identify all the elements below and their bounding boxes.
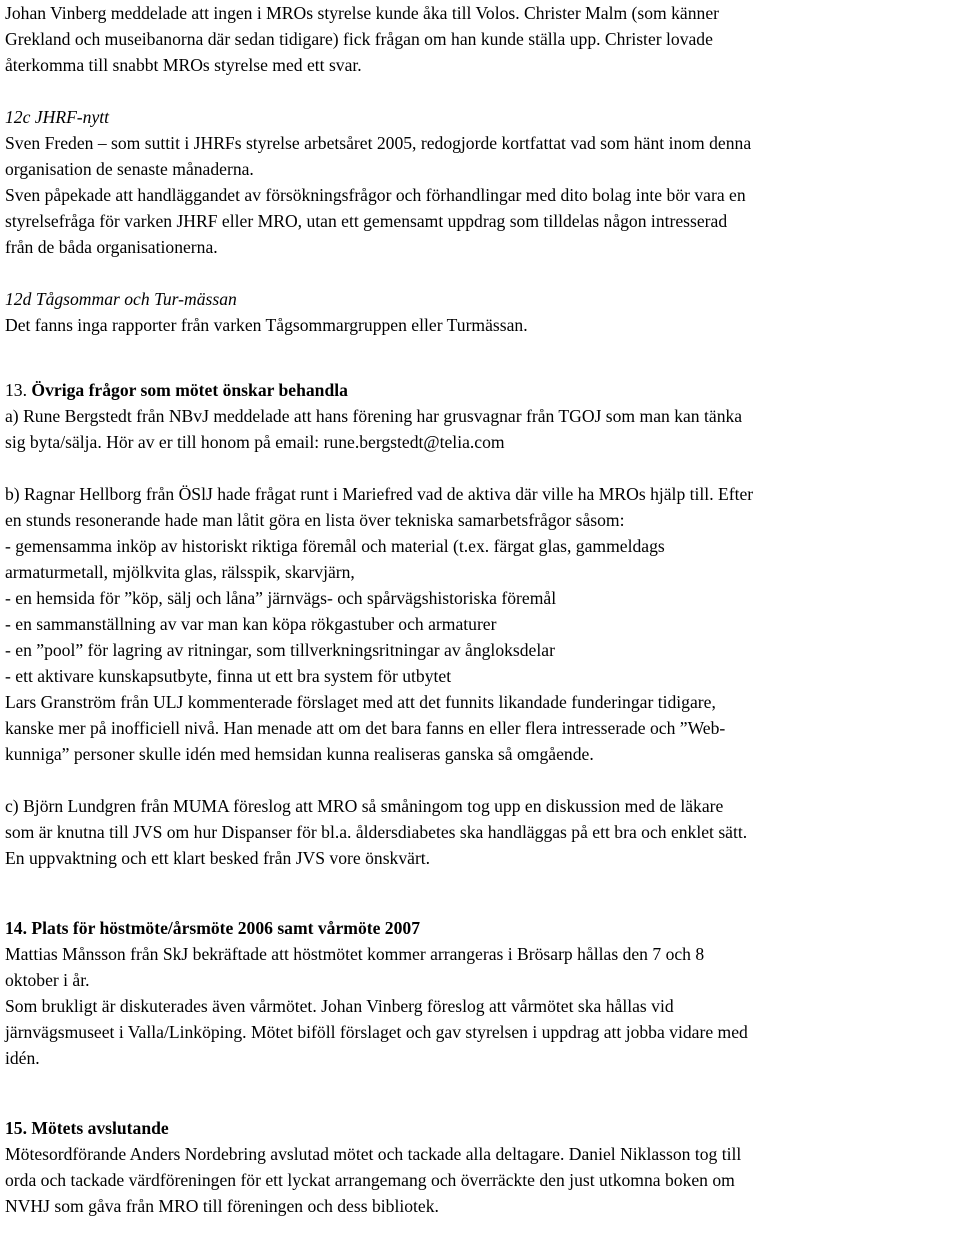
text-line: orda och tackade värdföreningen för ett lyckat arrangemang och överräckte den just utkomna boken om — [5, 1170, 735, 1190]
section-13 — [5, 377, 955, 455]
section-15 — [5, 1115, 955, 1219]
text-line: återkomma till snabbt MROs styrelse med ett svar. — [5, 55, 362, 75]
section-13-heading — [5, 377, 955, 403]
text-line: organisation de senaste månaderna. — [5, 159, 254, 179]
text-line: - en ”pool” för lagring av ritningar, som tillverkningsritningar av ångloksdelar — [5, 640, 555, 660]
text-line: Johan Vinberg meddelade att ingen i MROs styrelse kunde åka till Volos. Christer Malm (som känner — [5, 3, 719, 23]
section-13-title: Övriga frågor som mötet önskar behandla — [31, 380, 348, 400]
text-line: idén. — [5, 1048, 40, 1068]
section-13-number: 13. — [5, 380, 27, 400]
text-line: Mattias Månsson från SkJ bekräftade att höstmötet kommer arrangeras i Brösarp hållas den 7 och 8 — [5, 944, 705, 964]
text-line: - ett aktivare kunskapsutbyte, finna ut ett bra system för utbytet — [5, 666, 452, 686]
section-12d — [5, 286, 955, 338]
text-line: - en hemsida för ”köp, sälj och låna” järnvägs- och spårvägshistoriska föremål — [5, 588, 557, 608]
text-line: oktober i år. — [5, 970, 90, 990]
text-line: NVHJ som gåva från MRO till föreningen och dess bibliotek. — [5, 1196, 439, 1216]
text-line: a) Rune Bergstedt från NBvJ meddelade att hans förening har grusvagnar från TGOJ som man kan tänka — [5, 406, 743, 426]
text-line: Mötesordförande Anders Nordebring avslutad mötet och tackade alla deltagare. Daniel Niklasson tog till — [5, 1144, 742, 1164]
text-line: Sven Freden – som suttit i JHRFs styrelse arbetsåret 2005, redogjorde kortfattat vad som hänt inom denna — [5, 133, 752, 153]
text-line: styrelsefråga för varken JHRF eller MRO, utan ett gemensamt uppdrag som tilldelas någon intresserad — [5, 211, 728, 231]
section-15-heading: 15. Mötets avslutande — [5, 1118, 169, 1138]
section-12c-heading: 12c JHRF-nytt — [5, 107, 110, 127]
section-14-heading: 14. Plats för höstmöte/årsmöte 2006 samt vårmöte 2007 — [5, 918, 420, 938]
text-line: Som brukligt är diskuterades även vårmötet. Johan Vinberg föreslog att vårmötet ska hållas vid — [5, 996, 674, 1016]
section-13-b — [5, 481, 955, 767]
text-line: armaturmetall, mjölkvita glas, rälsspik, skarvjärn, — [5, 562, 355, 582]
text-line: järnvägsmuseet i Valla/Linköping. Mötet biföll förslaget och gav styrelsen i uppdrag att jobba vidare med — [5, 1022, 748, 1042]
text-line: - gemensamma inköp av historiskt riktiga föremål och material (t.ex. färgat glas, gammeldags — [5, 536, 665, 556]
text-line: c) Björn Lundgren från MUMA föreslog att MRO så småningom tog upp en diskussion med de läkare — [5, 796, 724, 816]
text-line: En uppvaktning och ett klart besked från JVS vore önskvärt. — [5, 848, 431, 868]
section-12c — [5, 104, 955, 260]
text-line: b) Ragnar Hellborg från ÖSlJ hade frågat runt i Mariefred vad de aktiva där ville ha MROs hjälp till. Efter — [5, 484, 754, 504]
intro-paragraph — [5, 0, 955, 78]
text-line: från de båda organisationerna. — [5, 237, 218, 257]
text-line: kanske mer på inofficiell nivå. Han menade att om det bara fanns en eller flera intresserade och ”Web- — [5, 718, 726, 738]
text-line: sig byta/sälja. Hör av er till honom på email: rune.bergstedt@telia.com — [5, 432, 505, 452]
text-line: Det fanns inga rapporter från varken Tågsommargruppen eller Turmässan. — [5, 315, 528, 335]
text-line: som är knutna till JVS om hur Dispanser för bl.a. åldersdiabetes ska handläggas på ett bra och enklet sätt. — [5, 822, 748, 842]
text-line: Grekland och museibanorna där sedan tidigare) fick frågan om han kunde ställa upp. Christer lovade — [5, 29, 713, 49]
section-13-c — [5, 793, 955, 871]
text-line: kunniga” personer skulle idén med hemsidan kunna realiseras ganska så omgående. — [5, 744, 594, 764]
section-12d-heading: 12d Tågsommar och Tur-mässan — [5, 289, 237, 309]
text-line: en stunds resonerande hade man låtit göra en lista över tekniska samarbetsfrågor såsom: — [5, 510, 625, 530]
section-14 — [5, 915, 955, 1071]
text-line: Lars Granström från ULJ kommenterade förslaget med att det funnits likandade funderingar tidigare, — [5, 692, 716, 712]
text-line: Sven påpekade att handläggandet av försökningsfrågor och förhandlingar med dito bolag inte bör vara en — [5, 185, 746, 205]
text-line: - en sammanställning av var man kan köpa rökgastuber och armaturer — [5, 614, 497, 634]
